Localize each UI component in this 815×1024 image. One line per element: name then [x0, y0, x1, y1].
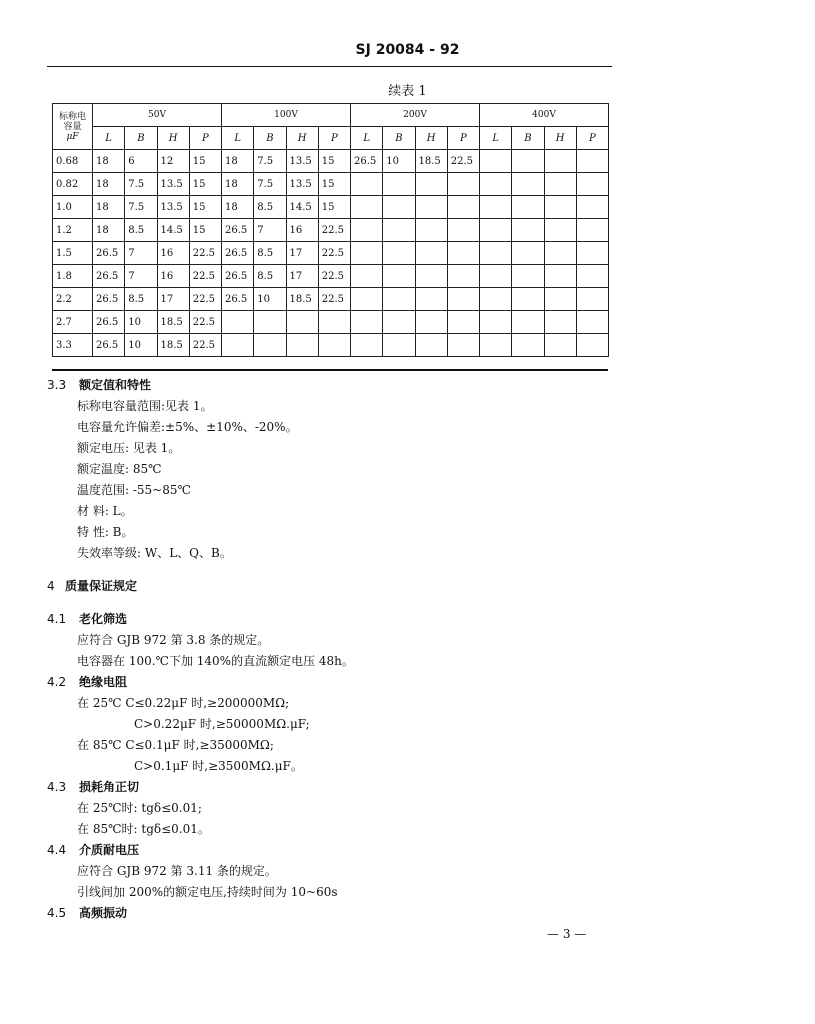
section-number: 4 [47, 579, 55, 593]
dimension-cell [286, 311, 318, 334]
dimension-cell [383, 265, 415, 288]
dimension-cell [383, 219, 415, 242]
dimension-cell [447, 334, 479, 357]
section-number: 4.1 [47, 612, 67, 626]
dimension-cell: 22.5 [318, 219, 350, 242]
sub-header: B [254, 127, 286, 150]
page-number: — 3 — [547, 927, 587, 941]
table-row [53, 219, 609, 242]
text-line: 引线间加 200%的额定电压,持续时间为 10~60s [77, 885, 338, 899]
table-caption: 续表 1 [388, 84, 427, 99]
dimension-cell: 18.5 [157, 334, 189, 357]
dimension-cell: 22.5 [189, 334, 221, 357]
dimension-cell [480, 173, 512, 196]
dimension-cell [447, 173, 479, 196]
dimension-cell: 15 [318, 150, 350, 173]
section-title: 质量保证规定 [65, 579, 138, 593]
dimension-cell [576, 219, 608, 242]
capacity-header [53, 104, 93, 150]
dimension-cell [576, 150, 608, 173]
dimension-cell: 15 [189, 150, 221, 173]
dimension-cell [351, 196, 383, 219]
sub-header: B [512, 127, 544, 150]
dimension-cell: 15 [189, 173, 221, 196]
dimension-cell [480, 311, 512, 334]
capacity-cell: 0.68 [53, 150, 93, 173]
dimension-cell [480, 150, 512, 173]
dimension-cell: 7 [125, 242, 157, 265]
section-title: 介质耐电压 [79, 843, 140, 857]
dimension-cell: 26.5 [93, 334, 125, 357]
dimension-cell [576, 196, 608, 219]
text-line: 材 料: L。 [77, 504, 133, 518]
dimension-cell [544, 242, 576, 265]
dimension-cell: 22.5 [189, 265, 221, 288]
section-4-3-heading [47, 778, 139, 795]
dimension-cell [447, 288, 479, 311]
dimension-cell [544, 288, 576, 311]
dimension-cell [544, 334, 576, 357]
dimension-cell: 13.5 [157, 196, 189, 219]
dimension-cell: 26.5 [93, 288, 125, 311]
dimension-cell [383, 288, 415, 311]
dimension-cell [576, 311, 608, 334]
dimension-cell [351, 288, 383, 311]
sub-header: P [189, 127, 221, 150]
table-row [53, 334, 609, 357]
text-line: 特 性: B。 [77, 525, 134, 539]
dimension-cell [512, 334, 544, 357]
dimension-cell [576, 173, 608, 196]
dimension-cell: 8.5 [125, 288, 157, 311]
text-line: 额定温度: 85℃ [77, 462, 162, 476]
dimension-cell [415, 311, 447, 334]
dimension-cell [544, 219, 576, 242]
section-title: 绝缘电阻 [79, 675, 128, 689]
dimension-cell [447, 265, 479, 288]
sub-header: L [222, 127, 254, 150]
dimension-cell [351, 219, 383, 242]
dimension-cell [383, 173, 415, 196]
dimension-cell: 7 [254, 219, 286, 242]
dimension-cell: 7.5 [254, 173, 286, 196]
dimension-cell [383, 196, 415, 219]
dimension-cell [544, 150, 576, 173]
text-line: 标称电容量范围:见表 1。 [77, 399, 213, 413]
section-title: 额定值和特性 [79, 378, 152, 392]
dimension-cell [415, 288, 447, 311]
dimension-cell: 8.5 [254, 242, 286, 265]
section-number: 3.3 [47, 378, 67, 392]
dimension-cell [383, 311, 415, 334]
dimension-cell [254, 334, 286, 357]
dimension-cell: 22.5 [318, 288, 350, 311]
sub-header: L [93, 127, 125, 150]
section-title: 损耗角正切 [79, 780, 140, 794]
dimension-cell: 26.5 [222, 288, 254, 311]
dimension-cell: 22.5 [189, 311, 221, 334]
dimension-cell [512, 173, 544, 196]
section-4-5-heading [47, 904, 127, 921]
capacity-cell: 2.7 [53, 311, 93, 334]
capacity-cell: 2.2 [53, 288, 93, 311]
sub-header: P [576, 127, 608, 150]
sub-header: L [351, 127, 383, 150]
table-row [53, 288, 609, 311]
dimension-cell: 26.5 [222, 219, 254, 242]
dimension-cell: 26.5 [93, 265, 125, 288]
section-3-3-heading [47, 376, 151, 393]
dimension-cell: 17 [286, 265, 318, 288]
dimension-cell: 18 [93, 150, 125, 173]
voltage-header-100v: 100V [222, 104, 351, 127]
sub-header: P [318, 127, 350, 150]
section-number: 4.4 [47, 843, 67, 857]
dimension-cell [480, 334, 512, 357]
dimension-cell: 15 [189, 196, 221, 219]
dimension-cell: 10 [125, 334, 157, 357]
section-4-2-heading [47, 673, 127, 690]
dimension-cell: 18 [222, 173, 254, 196]
dimension-cell: 22.5 [318, 242, 350, 265]
dimension-cell: 26.5 [351, 150, 383, 173]
dimension-cell: 13.5 [286, 173, 318, 196]
sub-header: H [157, 127, 189, 150]
capacity-cell: 3.3 [53, 334, 93, 357]
dimension-cell [544, 196, 576, 219]
section-title: 老化筛选 [79, 612, 128, 626]
capacity-cell: 1.8 [53, 265, 93, 288]
dimension-cell [447, 242, 479, 265]
dimension-cell [415, 242, 447, 265]
dimension-cell [351, 334, 383, 357]
text-line: 应符合 GJB 972 第 3.11 条的规定。 [77, 864, 277, 878]
dimension-cell: 18 [93, 196, 125, 219]
header-rule [47, 66, 612, 67]
capacity-cell: 1.5 [53, 242, 93, 265]
dimension-cell: 16 [157, 242, 189, 265]
text-line: 失效率等级: W、L、Q、B。 [77, 546, 232, 560]
dimension-cell [415, 265, 447, 288]
table-row [53, 242, 609, 265]
dimension-cell: 7.5 [254, 150, 286, 173]
dimension-cell [512, 265, 544, 288]
text-line: 电容量允许偏差:±5%、±10%、-20%。 [77, 420, 298, 434]
table-row [53, 311, 609, 334]
voltage-header-400v: 400V [480, 104, 609, 127]
dimension-cell [383, 334, 415, 357]
sub-header: H [544, 127, 576, 150]
table-bottom-rule [52, 369, 608, 371]
dimension-cell [383, 242, 415, 265]
capacity-header-line-3: μF [66, 131, 79, 142]
table-row [53, 173, 609, 196]
sub-header: B [383, 127, 415, 150]
dimension-cell [447, 196, 479, 219]
dimension-cell [512, 242, 544, 265]
section-4-heading [47, 577, 137, 594]
dimension-cell [480, 288, 512, 311]
sub-header: H [415, 127, 447, 150]
dimension-cell: 12 [157, 150, 189, 173]
dimension-cell: 22.5 [189, 288, 221, 311]
section-4-1-heading [47, 610, 127, 627]
dimension-cell [447, 311, 479, 334]
sub-header: B [125, 127, 157, 150]
sub-header: P [447, 127, 479, 150]
dimension-cell [254, 311, 286, 334]
dimension-cell: 7.5 [125, 196, 157, 219]
dimension-cell [576, 288, 608, 311]
dimension-cell: 13.5 [286, 150, 318, 173]
capacity-cell: 1.0 [53, 196, 93, 219]
sub-header: H [286, 127, 318, 150]
sub-header: L [480, 127, 512, 150]
capacity-cell: 0.82 [53, 173, 93, 196]
section-title: 高频振动 [79, 906, 128, 920]
dimension-cell: 16 [157, 265, 189, 288]
dimension-cell [447, 219, 479, 242]
dimension-cell: 10 [125, 311, 157, 334]
capacity-header-line-1: 标称电 [58, 111, 86, 122]
table-row [53, 265, 609, 288]
dimension-cell: 22.5 [318, 265, 350, 288]
dimension-cell: 15 [318, 196, 350, 219]
dimension-cell: 13.5 [157, 173, 189, 196]
dimension-cell: 18 [222, 150, 254, 173]
dimension-cell [222, 334, 254, 357]
section-number: 4.5 [47, 906, 67, 920]
dimension-cell: 16 [286, 219, 318, 242]
dimension-cell: 14.5 [157, 219, 189, 242]
dimension-cell: 8.5 [254, 265, 286, 288]
dimension-cell [351, 173, 383, 196]
dimension-cell [480, 242, 512, 265]
voltage-header-50v: 50V [93, 104, 222, 127]
dimension-cell [480, 265, 512, 288]
table-row [53, 150, 609, 173]
dimension-cell [415, 334, 447, 357]
dimension-cell: 14.5 [286, 196, 318, 219]
dimension-cell: 7.5 [125, 173, 157, 196]
dimension-cell [576, 265, 608, 288]
dimension-cell: 18 [93, 219, 125, 242]
dimension-cell [318, 334, 350, 357]
dimension-cell: 18 [222, 196, 254, 219]
dimension-cell: 18.5 [157, 311, 189, 334]
capacitor-dimension-table [52, 103, 608, 357]
dimension-cell: 26.5 [222, 265, 254, 288]
document-code: SJ 20084 - 92 [355, 42, 460, 58]
section-number: 4.3 [47, 780, 67, 794]
dimension-cell [415, 219, 447, 242]
dimension-cell [480, 219, 512, 242]
dimension-cell: 15 [318, 173, 350, 196]
dimension-cell: 6 [125, 150, 157, 173]
text-line: 在 85℃ C≤0.1μF 时,≥35000MΩ; [77, 738, 274, 752]
dimension-cell: 7 [125, 265, 157, 288]
dimension-cell [544, 311, 576, 334]
capacity-cell: 1.2 [53, 219, 93, 242]
table-row [53, 196, 609, 219]
dimension-cell: 17 [157, 288, 189, 311]
text-line: 在 25℃ C≤0.22μF 时,≥200000MΩ; [77, 696, 290, 710]
table-body [53, 150, 609, 357]
text-line: C>0.22μF 时,≥50000MΩ.μF; [134, 717, 310, 731]
text-line: 在 25℃时: tgδ≤0.01; [77, 801, 202, 815]
dimension-cell: 15 [189, 219, 221, 242]
dimension-cell [512, 288, 544, 311]
dimension-cell [222, 311, 254, 334]
voltage-header-200v: 200V [351, 104, 480, 127]
dimension-cell [351, 311, 383, 334]
dimension-cell [318, 311, 350, 334]
capacity-header-line-2: 容量 [63, 121, 82, 132]
dimension-cell [415, 196, 447, 219]
section-4-4-heading [47, 841, 139, 858]
dimension-cell: 10 [254, 288, 286, 311]
dimension-cell: 18 [93, 173, 125, 196]
dimension-cell [512, 150, 544, 173]
dimension-cell [480, 196, 512, 219]
dimension-cell [415, 173, 447, 196]
text-line: 应符合 GJB 972 第 3.8 条的规定。 [77, 633, 270, 647]
text-line: C>0.1μF 时,≥3500MΩ.μF。 [134, 759, 303, 773]
dimension-cell [512, 311, 544, 334]
dimension-cell [351, 242, 383, 265]
text-line: 电容器在 100.℃下加 140%的直流额定电压 48h。 [77, 654, 354, 668]
dimension-cell: 26.5 [222, 242, 254, 265]
section-number: 4.2 [47, 675, 67, 689]
dimension-cell: 26.5 [93, 242, 125, 265]
dimension-cell: 10 [383, 150, 415, 173]
dimension-cell [286, 334, 318, 357]
dimension-cell [351, 265, 383, 288]
dimension-cell: 26.5 [93, 311, 125, 334]
text-line: 在 85℃时: tgδ≤0.01。 [77, 822, 210, 836]
text-line: 温度范围: -55~85℃ [77, 483, 191, 497]
dimension-cell [544, 265, 576, 288]
text-line: 额定电压: 见表 1。 [77, 441, 181, 455]
dimension-cell: 18.5 [286, 288, 318, 311]
dimension-cell: 8.5 [254, 196, 286, 219]
dimension-cell: 22.5 [189, 242, 221, 265]
dimension-cell: 22.5 [447, 150, 479, 173]
dimension-cell: 18.5 [415, 150, 447, 173]
dimension-cell [576, 334, 608, 357]
dimension-cell: 8.5 [125, 219, 157, 242]
dimension-cell [512, 219, 544, 242]
dimension-cell: 17 [286, 242, 318, 265]
dimension-cell [512, 196, 544, 219]
dimension-cell [544, 173, 576, 196]
dimension-cell [576, 242, 608, 265]
